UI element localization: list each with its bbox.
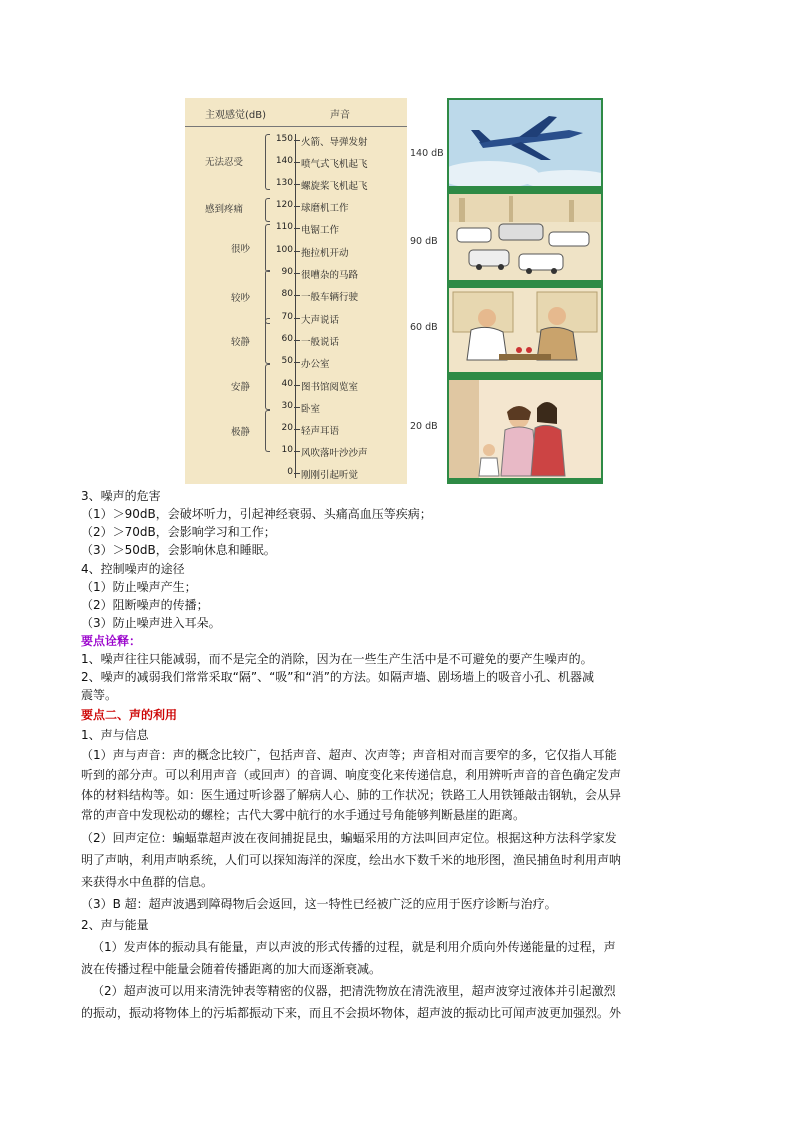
decibel-ruler <box>295 134 296 478</box>
db-value: 90 <box>281 267 293 277</box>
sound-source: 喷气式飞机起飞 <box>301 159 368 170</box>
noise-level-figure <box>185 98 603 484</box>
paragraph-line: 来获得水中鱼群的信息。 <box>81 875 214 889</box>
group-label: 极静 <box>231 427 251 438</box>
tick-mark <box>294 251 300 252</box>
sound-source: 大声说话 <box>301 315 340 326</box>
db-value: 0 <box>287 467 293 477</box>
jet-plane-image <box>449 100 601 186</box>
sound-source: 办公室 <box>301 359 330 370</box>
paragraph-line: 波在传播过程中能量会随着传播距离的加大而逐渐衰减。 <box>81 962 382 976</box>
group-brace <box>265 134 270 190</box>
sound-source: 风吹落叶沙沙声 <box>301 448 368 459</box>
group-brace <box>265 224 270 272</box>
section-heading: 3、噪声的危害 <box>81 489 161 503</box>
sound-source: 螺旋桨飞机起飞 <box>301 181 368 192</box>
whisper-image <box>449 380 601 478</box>
db-value: 130 <box>275 178 293 188</box>
tick-mark <box>294 385 300 386</box>
paragraph-line: 震等。 <box>81 688 118 702</box>
paragraph-line: （2）回声定位：蝙蝠靠超声波在夜间捕捉昆虫，蝙蝠采用的方法叫回声定位。根据这种方法科学家发 <box>81 831 617 845</box>
group-label: 感到疼痛 <box>205 204 244 215</box>
key-point-explanation-heading: 要点诠释： <box>81 634 142 648</box>
paragraph-line: 听到的部分声。可以利用声音（或回声）的音调、响度变化来传递信息，利用辨听声音的音色确定发声 <box>81 768 622 782</box>
key-point-two-heading: 要点二、声的利用 <box>81 708 178 722</box>
list-item: （2）阻断噪声的传播； <box>81 598 209 612</box>
paragraph-line: 2、噪声的减弱我们常常采取“隔”、“吸”和“消”的方法。如隔声墙、剧场墙上的吸音小孔、机器减 <box>81 670 594 684</box>
paragraph-line: （2）超声波可以用来清洗钟表等精密的仪器，把清洗物放在清洗液里，超声波穿过液体并引起激烈 <box>92 984 616 998</box>
sound-source: 球磨机工作 <box>301 203 349 214</box>
db-value: 10 <box>281 445 293 455</box>
tick-mark <box>294 273 300 274</box>
photo-db-label: 90 dB <box>410 236 438 247</box>
db-value: 110 <box>275 222 293 232</box>
sound-source: 卧室 <box>301 404 321 415</box>
list-item: （3）＞50dB，会影响休息和睡眠。 <box>81 543 276 557</box>
paragraph-line: （3）B 超：超声波遇到障碍物后会返回，这一特性已经被广泛的应用于医疗诊断与治疗。 <box>81 897 557 911</box>
tick-mark <box>294 407 300 408</box>
tick-mark <box>294 295 300 296</box>
list-item: （1）＞90dB，会破坏听力，引起神经衰弱、头痛高血压等疾病； <box>81 507 432 521</box>
tick-mark <box>294 451 300 452</box>
tick-mark <box>294 429 300 430</box>
db-value: 50 <box>281 356 293 366</box>
paragraph-line: （1）发声体的振动具有能量，声以声波的形式传播的过程，就是利用介质向外传递能量的过程，声 <box>92 940 616 954</box>
photo-db-label: 60 dB <box>410 322 438 333</box>
header-feeling: 主观感觉(dB) <box>205 110 267 121</box>
db-value: 120 <box>275 200 293 210</box>
group-brace <box>265 364 270 410</box>
tick-mark <box>294 162 300 163</box>
tick-mark <box>294 228 300 229</box>
photo-db-label: 140 dB <box>410 148 444 159</box>
tick-mark <box>294 206 300 207</box>
tick-mark <box>294 362 300 363</box>
list-item: （1）防止噪声产生； <box>81 580 197 594</box>
db-label-column <box>407 98 447 484</box>
sound-source: 很嘈杂的马路 <box>301 270 359 281</box>
paragraph-line: 1、噪声往往只能减弱，而不是完全的消除，因为在一些生产生活中是不可避免的要产生噪声的。 <box>81 652 593 666</box>
tick-mark <box>294 473 300 474</box>
group-brace <box>265 410 270 452</box>
paragraph-line: 常的声音中发现松动的螺栓；古代大雾中航行的水手通过号角能够判断悬崖的距离。 <box>81 808 526 822</box>
street-traffic-image <box>449 194 601 280</box>
paragraph-line: （1）声与声音：声的概念比较广，包括声音、超声、次声等；声音相对而言要窄的多，它仅指人耳能 <box>81 748 617 762</box>
db-value: 150 <box>275 134 293 144</box>
sound-source: 图书馆阅览室 <box>301 382 359 393</box>
sound-source: 一般车辆行驶 <box>301 292 359 303</box>
paragraph-line: 的振动，振动将物体上的污垢都振动下来，而且不会损坏物体，超声波的振动比可闻声波更加强烈。外 <box>81 1006 622 1020</box>
paragraph-line: 明了声呐，利用声呐系统，人们可以探知海洋的深度，绘出水下数千米的地形图，渔民捕鱼时利用声呐 <box>81 853 622 867</box>
db-value: 20 <box>281 423 293 433</box>
group-label: 较静 <box>231 337 251 348</box>
group-brace <box>265 198 270 222</box>
sound-source: 刚刚引起听觉 <box>301 470 359 481</box>
sound-source: 电锯工作 <box>301 225 340 236</box>
tick-mark <box>294 184 300 185</box>
photo-db-label: 20 dB <box>410 421 438 432</box>
photo-column <box>407 98 603 484</box>
db-value: 100 <box>275 245 293 255</box>
group-label: 无法忍受 <box>205 157 244 168</box>
tick-mark <box>294 140 300 141</box>
paragraph-line: 体的材料结构等。如：医生通过听诊器了解病人心、肺的工作状况；铁路工人用铁锤敲击钢轨，会从异 <box>81 788 622 802</box>
header-sound: 声音 <box>330 110 350 121</box>
sound-source: 一般说话 <box>301 337 340 348</box>
db-value: 40 <box>281 379 293 389</box>
list-item: （2）＞70dB，会影响学习和工作； <box>81 525 276 539</box>
sound-source: 拖拉机开动 <box>301 248 349 259</box>
group-brace <box>265 270 270 324</box>
group-label: 较吵 <box>231 293 251 304</box>
db-value: 60 <box>281 334 293 344</box>
db-value: 30 <box>281 401 293 411</box>
section-heading: 1、声与信息 <box>81 728 149 742</box>
sound-source: 火箭、导弹发射 <box>301 137 368 148</box>
conversation-image <box>449 288 601 372</box>
sound-source: 轻声耳语 <box>301 426 340 437</box>
tick-mark <box>294 318 300 319</box>
db-value: 140 <box>275 156 293 166</box>
group-label: 安静 <box>231 382 251 393</box>
db-value: 80 <box>281 289 293 299</box>
table-header <box>185 98 407 127</box>
noise-level-table <box>185 98 407 484</box>
db-value: 70 <box>281 312 293 322</box>
group-label: 很吵 <box>231 244 251 255</box>
section-heading: 4、控制噪声的途径 <box>81 562 185 576</box>
section-heading: 2、声与能量 <box>81 918 149 932</box>
group-brace <box>265 318 270 364</box>
list-item: （3）防止噪声进入耳朵。 <box>81 616 221 630</box>
tick-mark <box>294 340 300 341</box>
